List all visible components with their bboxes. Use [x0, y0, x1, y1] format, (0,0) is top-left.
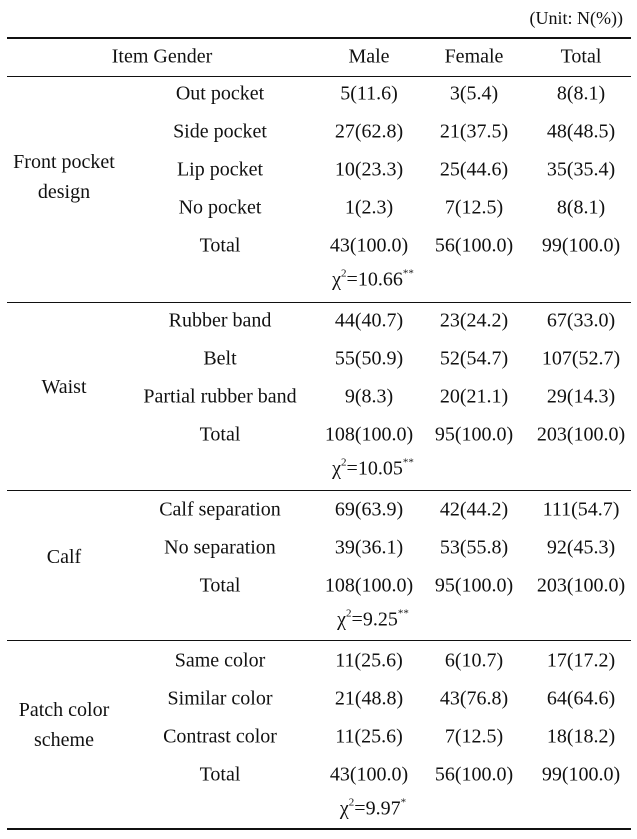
group-rule	[7, 302, 631, 303]
row-item-label: Similar color	[167, 687, 273, 710]
cell-total: 99(100.0)	[541, 234, 621, 257]
chi-value: =10.66	[346, 268, 403, 291]
row-item-label: Calf separation	[159, 498, 281, 521]
cell-male: 55(50.9)	[334, 347, 404, 370]
cell-female: 56(100.0)	[434, 763, 514, 786]
cell-male: 43(100.0)	[329, 763, 409, 786]
chi-exponent: 2	[341, 456, 347, 469]
cell-female: 3(5.4)	[449, 82, 499, 105]
row-item-label: Rubber band	[168, 309, 272, 332]
cell-female: 43(76.8)	[439, 687, 509, 710]
cell-female: 95(100.0)	[434, 423, 514, 446]
cell-female: 20(21.1)	[439, 385, 509, 408]
chi-square-stat	[332, 458, 414, 481]
chi-square-stat	[340, 798, 406, 821]
chi-symbol: χ	[332, 457, 342, 480]
group-label-line: design	[37, 181, 91, 203]
cell-total: 8(8.1)	[556, 196, 606, 219]
row-item-label: Belt	[203, 347, 237, 370]
header-male: Male	[348, 45, 390, 68]
cell-male: 9(8.3)	[344, 385, 394, 408]
cell-male: 108(100.0)	[324, 423, 414, 446]
chi-exponent: 2	[348, 796, 355, 809]
cell-total: 18(18.2)	[546, 725, 616, 748]
cell-female: 52(54.7)	[439, 347, 509, 370]
cell-total: 48(48.5)	[546, 120, 616, 143]
cell-male: 11(25.6)	[335, 649, 403, 672]
row-item-label: Same color	[174, 649, 266, 672]
cell-female: 95(100.0)	[434, 574, 514, 597]
cell-female: 21(37.5)	[439, 120, 509, 143]
cell-female: 53(55.8)	[439, 536, 509, 559]
bottom-rule	[7, 828, 631, 830]
cell-female: 42(44.2)	[439, 498, 509, 521]
top-rule	[7, 37, 631, 39]
row-item-label: No pocket	[178, 196, 262, 219]
cell-female: 7(12.5)	[444, 725, 504, 748]
significance-mark: **	[397, 607, 409, 620]
row-item-label: Partial rubber band	[143, 385, 297, 408]
cell-total: 29(14.3)	[546, 385, 616, 408]
row-item-label: Total	[199, 423, 241, 446]
group-label	[41, 372, 86, 402]
group-label	[13, 147, 115, 207]
cell-male: 10(23.3)	[334, 158, 404, 181]
cell-total: 203(100.0)	[536, 574, 626, 597]
header-item-gender: Item Gender	[111, 45, 213, 68]
significance-mark: **	[402, 456, 414, 469]
cell-male: 27(62.8)	[334, 120, 404, 143]
cell-female: 7(12.5)	[444, 196, 504, 219]
cell-male: 108(100.0)	[324, 574, 414, 597]
chi-square-stat	[332, 269, 414, 292]
group-label-line: Patch color	[18, 699, 110, 721]
chi-value: =9.25	[351, 608, 398, 631]
cell-female: 23(24.2)	[439, 309, 509, 332]
cell-total: 99(100.0)	[541, 763, 621, 786]
cell-total: 64(64.6)	[546, 687, 616, 710]
header-rule	[7, 76, 631, 77]
cell-total: 92(45.3)	[546, 536, 616, 559]
row-item-label: Side pocket	[173, 120, 267, 143]
cell-total: 8(8.1)	[556, 82, 606, 105]
cell-male: 21(48.8)	[334, 687, 404, 710]
cell-male: 39(36.1)	[334, 536, 404, 559]
chi-symbol: χ	[337, 608, 347, 631]
row-item-label: Contrast color	[163, 725, 277, 748]
cell-total: 107(52.7)	[541, 347, 621, 370]
row-item-label: Total	[199, 234, 241, 257]
group-label-line: Waist	[41, 376, 87, 398]
group-label-line: Front pocket	[13, 151, 115, 173]
cell-male: 43(100.0)	[329, 234, 409, 257]
group-rule	[7, 640, 631, 641]
chi-value: =9.97	[354, 797, 401, 820]
cell-total: 203(100.0)	[536, 423, 626, 446]
group-label	[19, 695, 110, 755]
significance-mark: *	[400, 796, 407, 809]
significance-mark: **	[402, 267, 414, 280]
cell-male: 69(63.9)	[334, 498, 404, 521]
row-item-label: Out pocket	[175, 82, 265, 105]
chi-square-stat	[337, 609, 409, 632]
cell-female: 6(10.7)	[444, 649, 504, 672]
cell-total: 111(54.7)	[542, 498, 620, 521]
group-label-line: Calf	[46, 546, 82, 568]
row-item-label: Total	[199, 763, 241, 786]
header-total: Total	[560, 45, 602, 68]
row-item-label: Total	[199, 574, 241, 597]
chi-symbol: χ	[332, 268, 342, 291]
cell-total: 17(17.2)	[546, 649, 616, 672]
chi-exponent: 2	[341, 267, 347, 280]
chi-exponent: 2	[346, 607, 352, 620]
cell-male: 1(2.3)	[344, 196, 394, 219]
cell-female: 25(44.6)	[439, 158, 509, 181]
cell-female: 56(100.0)	[434, 234, 514, 257]
header-female: Female	[444, 45, 504, 68]
group-rule	[7, 490, 631, 491]
unit-note: (Unit: N(%))	[529, 8, 623, 28]
chi-value: =10.05	[346, 457, 403, 480]
cell-total: 67(33.0)	[546, 309, 616, 332]
cell-male: 44(40.7)	[334, 309, 404, 332]
row-item-label: Lip pocket	[176, 158, 264, 181]
group-label	[47, 542, 81, 572]
cell-total: 35(35.4)	[546, 158, 616, 181]
row-item-label: No separation	[164, 536, 276, 559]
cell-male: 5(11.6)	[340, 82, 398, 105]
group-label-line: scheme	[34, 729, 94, 751]
chi-symbol: χ	[339, 797, 349, 820]
cell-male: 11(25.6)	[335, 725, 403, 748]
